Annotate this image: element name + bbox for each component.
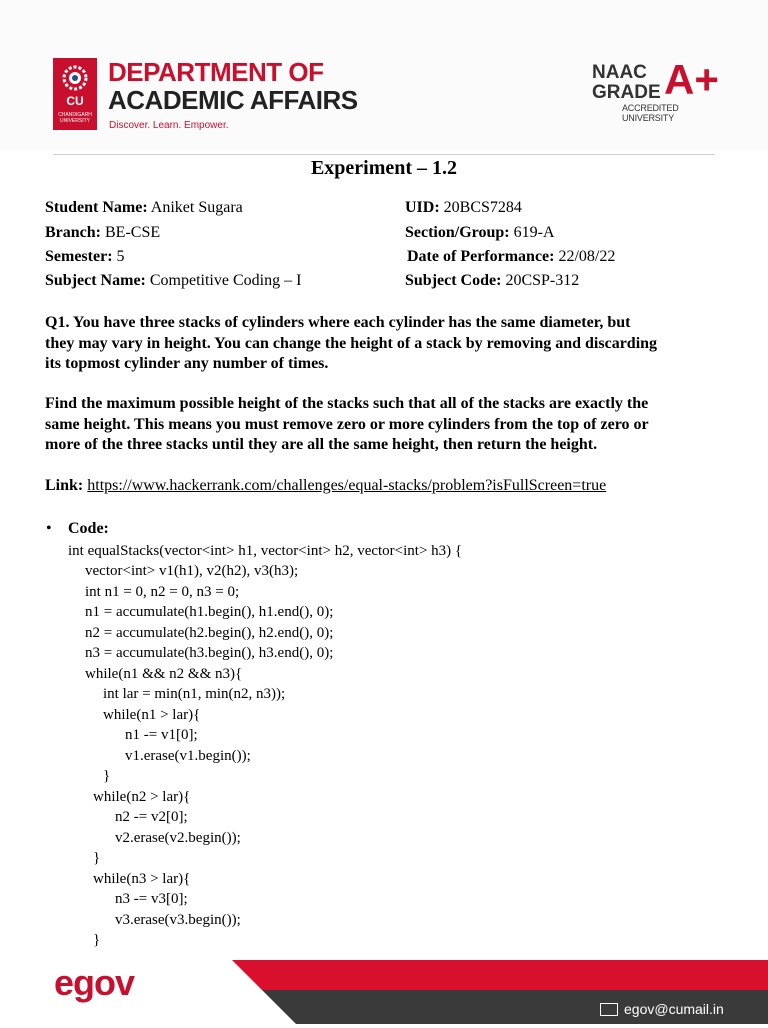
code-line: while(n1 > lar){ [103,707,201,723]
department-title [108,58,358,114]
uid-value: 20BCS7284 [443,199,522,216]
naac-grade-value: A+ [664,56,719,103]
question-line: Q1. You have three stacks of cylinders where each cylinder has the same diameter, but [45,314,631,331]
envelope-icon [600,1003,618,1016]
code-line: v3.erase(v3.begin()); [115,912,241,928]
department-tagline: Discover. Learn. Empower. [109,120,229,131]
code-bullet: • [46,520,52,537]
department-line-2: ACADEMIC AFFAIRS [108,85,358,115]
subject-name-label: Subject Name: [45,272,146,289]
naac-accredited: ACCREDITED UNIVERSITY [622,103,679,123]
question-line: more of the three stacks until they are all the same height, then return the height. [45,436,598,453]
subject-code-row [405,272,579,290]
student-name-row [45,199,243,217]
link-label: Link: [45,477,84,494]
problem-link[interactable]: https://www.hackerrank.com/challenges/equal-stacks/problem?isFullScreen=true [87,477,607,494]
experiment-title: Experiment – 1.2 [310,157,458,179]
code-line: n2 -= v2[0]; [115,809,188,825]
question-line: its topmost cylinder any number of times. [45,355,329,372]
logo-university: CHANDIGARH UNIVERSITY [58,112,92,124]
code-line: n1 -= v1[0]; [125,727,198,743]
naac-badge [592,56,722,123]
branch-value: BE-CSE [105,224,161,241]
naac-label: NAAC [592,62,647,83]
code-line: v1.erase(v1.begin()); [125,748,251,764]
logo-initials: CU [66,94,84,108]
footer-email[interactable] [600,1001,724,1017]
code-line: n2 = accumulate(h2.begin(), h2.end(), 0); [85,625,334,641]
cu-logo [53,58,97,130]
code-line: n3 = accumulate(h3.begin(), h3.end(), 0); [85,645,334,661]
code-line: n3 -= v3[0]; [115,891,188,907]
date-value: 22/08/22 [558,248,616,265]
code-heading: Code: [68,520,109,537]
date-label: Date of Performance: [407,248,555,265]
department-line-1: DEPARTMENT OF [108,57,324,87]
code-line: int lar = min(n1, min(n2, n3)); [103,686,286,702]
question-line: Find the maximum possible height of the stacks such that all of the stacks are exactly the [45,395,649,412]
student-name-label: Student Name: [45,199,148,216]
code-line: v2.erase(v2.begin()); [115,830,241,846]
link-row [45,477,606,495]
code-line: } [103,768,111,784]
code-line: while(n2 > lar){ [93,789,191,805]
subject-code-value: 20CSP-312 [505,272,580,289]
section-value: 619-A [513,224,555,241]
page-header [0,0,768,150]
question-paragraph-2 [45,394,735,456]
footer-email-text: egov@cumail.in [624,1001,724,1017]
section-label: Section/Group: [405,224,510,241]
code-line: } [93,932,101,948]
code-line: int equalStacks(vector<int> h1, vector<int> h2, vector<int> h3) { [68,543,463,559]
code-line: } [93,850,101,866]
branch-label: Branch: [45,224,101,241]
semester-label: Semester: [45,248,113,265]
code-line: while(n3 > lar){ [93,871,191,887]
header-divider [53,154,715,155]
semester-row [45,248,125,266]
gear-emblem-icon [61,64,89,92]
question-paragraph-1 [45,313,735,375]
egov-logo: egov [54,962,135,1003]
code-line: while(n1 && n2 && n3){ [85,666,243,682]
subject-code-label: Subject Code: [405,272,502,289]
subject-name-value: Competitive Coding – I [149,272,302,289]
naac-grade-label: GRADE [592,82,661,103]
branch-row [45,224,160,242]
question-line: same height. This means you must remove zero or more cylinders from the top of zero or [45,415,649,433]
student-name-value: Aniket Sugara [150,199,243,216]
section-row [405,224,555,242]
code-line: vector<int> v1(h1), v2(h2), v3(h3); [85,563,299,579]
code-line: n1 = accumulate(h1.begin(), h1.end(), 0); [85,604,334,620]
semester-value: 5 [116,248,125,265]
uid-row [405,199,522,217]
subject-name-row [45,272,301,290]
code-line: int n1 = 0, n2 = 0, n3 = 0; [85,584,240,600]
uid-label: UID: [405,199,440,216]
date-row [407,248,615,266]
question-line: they may vary in height. You can change the height of a stack by removing and discarding [45,334,658,352]
